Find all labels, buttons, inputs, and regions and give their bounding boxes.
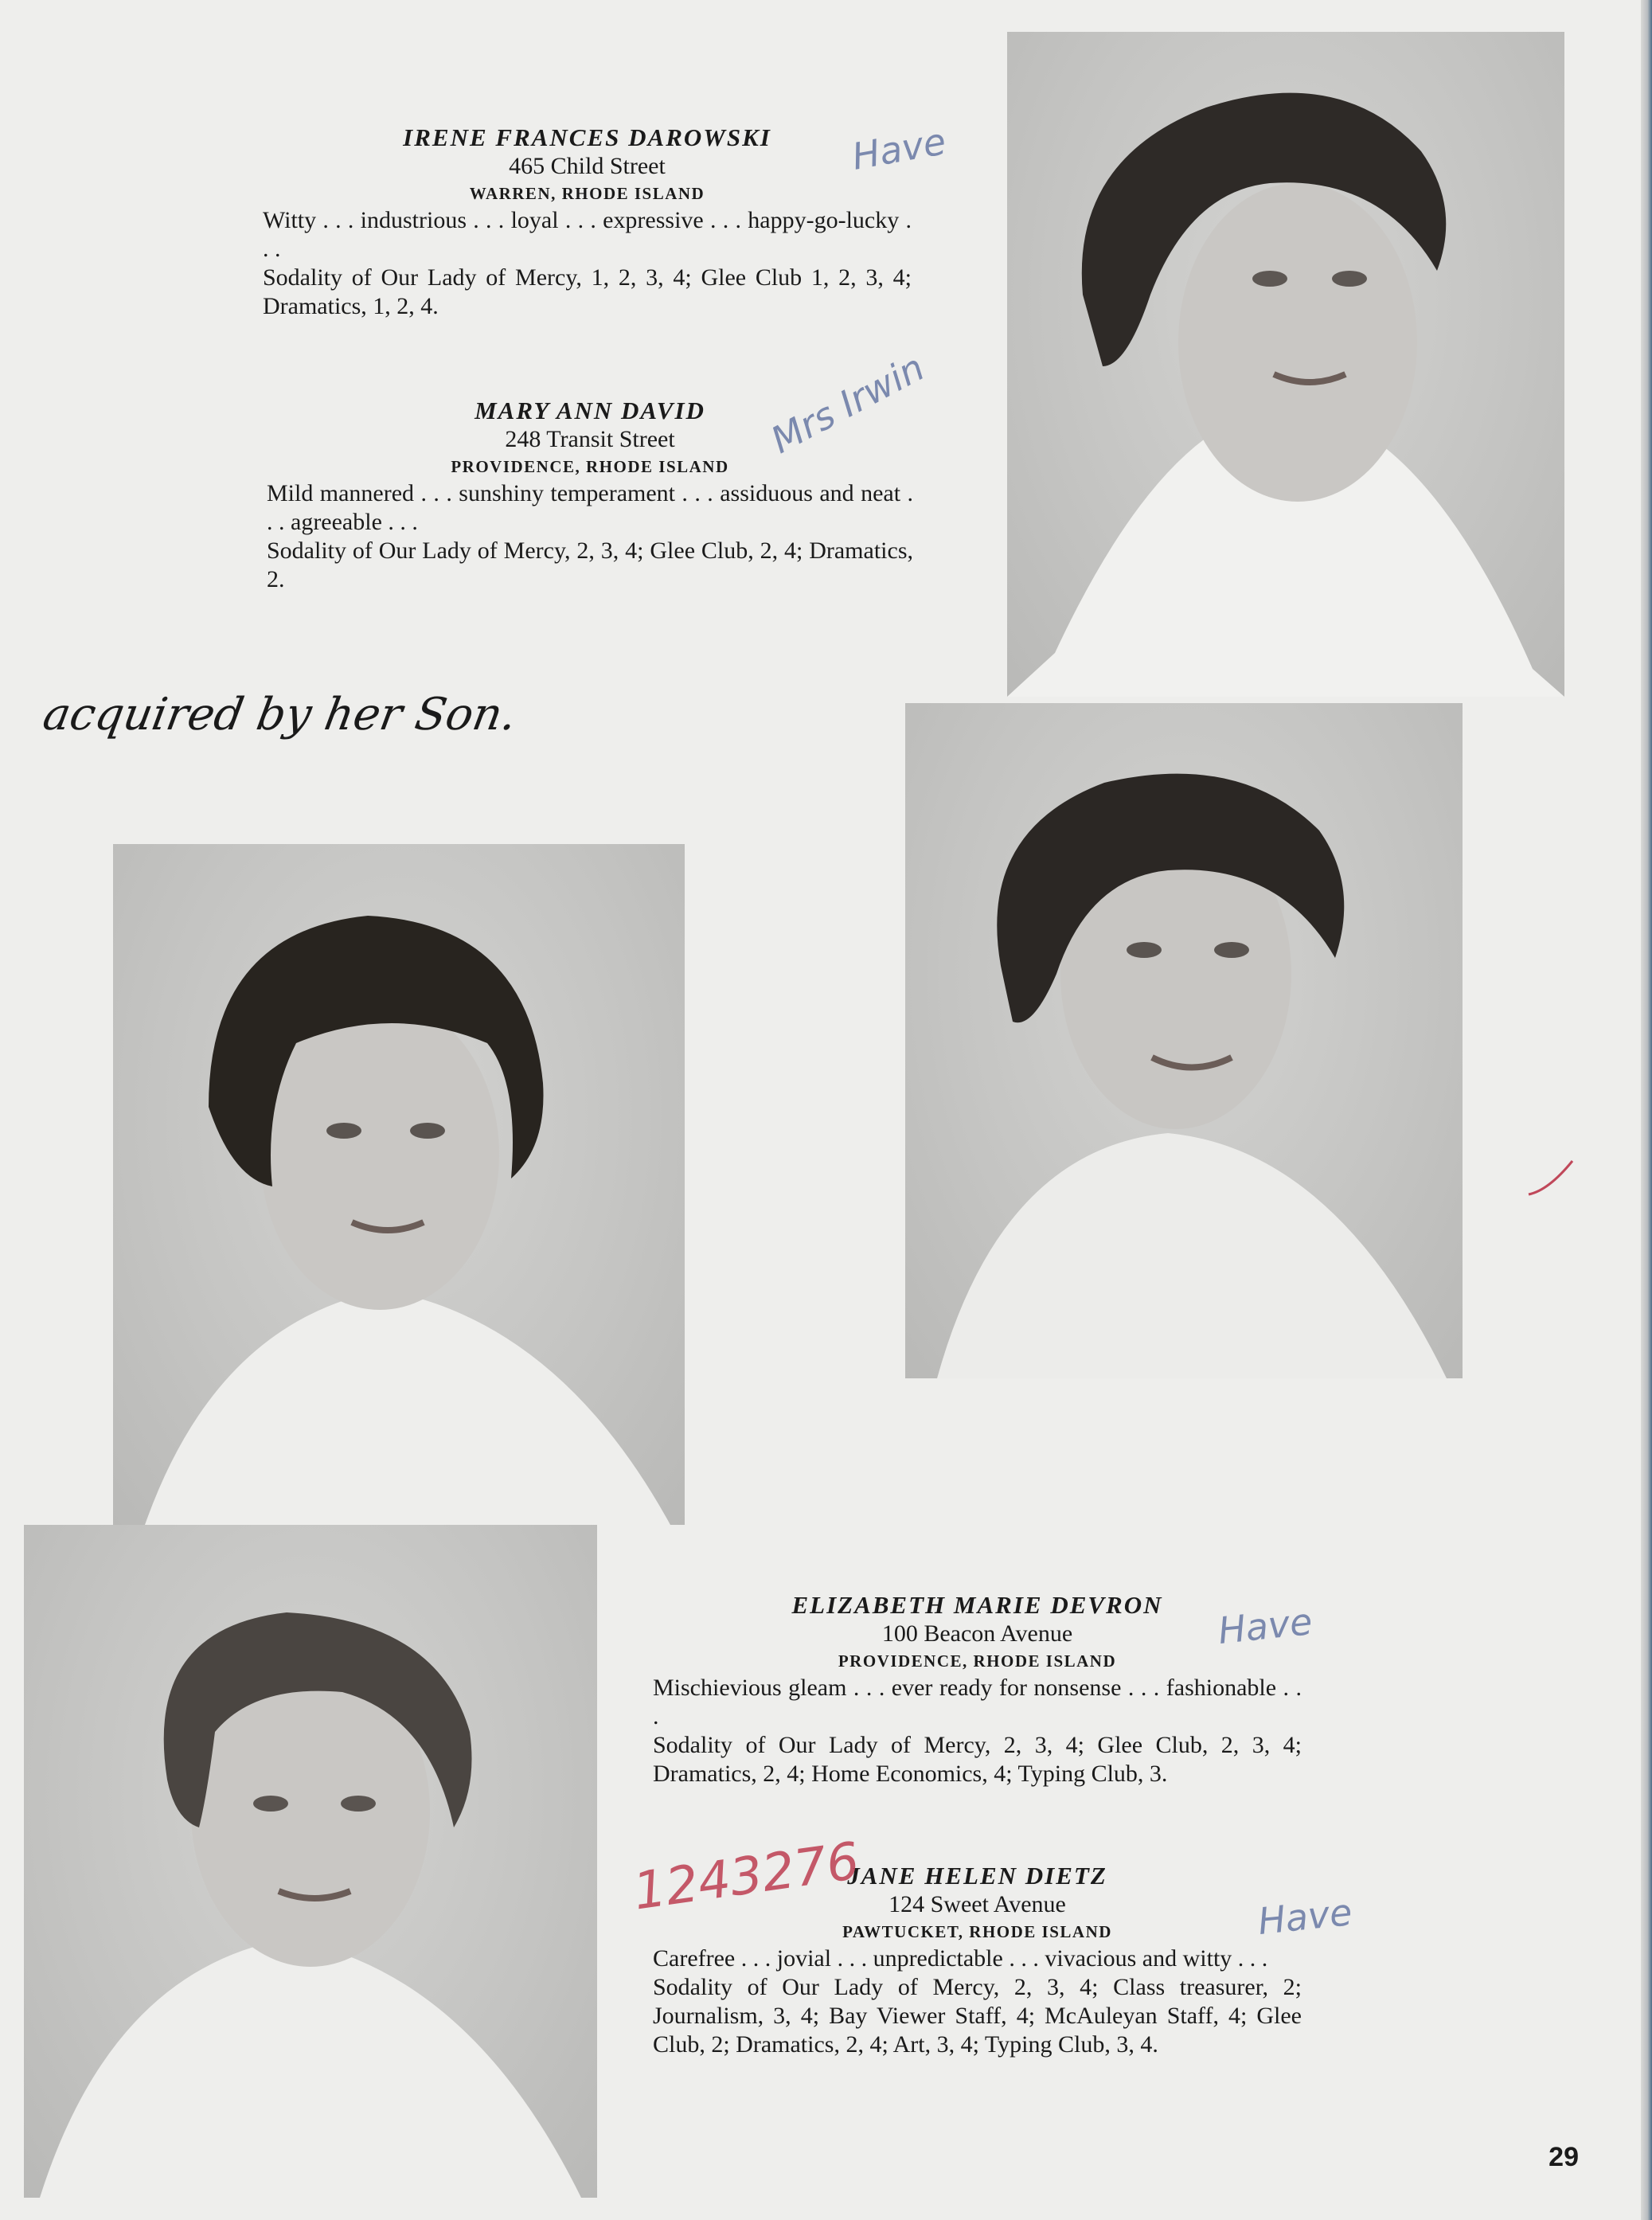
handwritten-note: Have (849, 119, 950, 178)
activities-text: Sodality of Our Lady of Mercy, 2, 3, 4; Glee Club, 2, 4; Dramatics, 2. (267, 537, 913, 592)
student-name: IRENE FRANCES DAROWSKI (403, 123, 771, 151)
portrait-photo-devron (905, 703, 1463, 1378)
traits-text: Witty . . . industrious . . . loyal . . . expressive . . . happy-go-lucky . . . (263, 207, 912, 262)
handwritten-margin-number: 1243276 (630, 1831, 863, 1922)
student-name: MARY ANN DAVID (475, 397, 705, 424)
handwritten-note: Have (1256, 1890, 1354, 1944)
handwritten-note: Mrs Irwin (764, 346, 931, 462)
student-name: JANE HELEN DIETZ (847, 1862, 1107, 1890)
page-edge (1641, 0, 1652, 2220)
activities-text: Sodality of Our Lady of Mercy, 1, 2, 3, 4; Glee Club 1, 2, 3, 4; Dramatics, 1, 2, 4. (263, 264, 912, 319)
entry-darowski (263, 123, 912, 321)
student-name: ELIZABETH MARIE DEVRON (791, 1591, 1163, 1619)
entry-devron (653, 1591, 1302, 1788)
portrait-photo-david (113, 844, 685, 1525)
handwritten-note: Have (1216, 1599, 1314, 1653)
check-mark-icon (1525, 1155, 1580, 1202)
portrait-photo-darowski (1007, 32, 1564, 697)
traits-text: Mild mannered . . . sunshiny temperament . . . assiduous and neat . . . agreeable . . . (267, 480, 913, 535)
portrait-photo-dietz (24, 1525, 597, 2198)
street-address: 465 Child Street (509, 153, 666, 179)
city-state: WARREN, RHODE ISLAND (469, 184, 705, 203)
city-state: PAWTUCKET, RHODE ISLAND (842, 1922, 1112, 1941)
activities-text: Sodality of Our Lady of Mercy, 2, 3, 4; Glee Club, 2, 3, 4; Dramatics, 2, 4; Home Economics, 4; Typing Club, 3. (653, 1732, 1302, 1787)
page-number: 29 (1549, 2142, 1579, 2172)
activities-text: Sodality of Our Lady of Mercy, 2, 3, 4; Class treasurer, 2; Journalism, 3, 4; Bay Viewer Staff, 4; McAuleyan Staff, 4; Glee Club, 2; Dramatics, 2, 4; Art, 3, 4; Typing Club, 3, 4. (653, 1974, 1302, 2058)
city-state: PROVIDENCE, RHODE ISLAND (838, 1651, 1117, 1671)
traits-text: Carefree . . . jovial . . . unpredictable . . . vivacious and witty . . . (653, 1945, 1268, 1972)
city-state: PROVIDENCE, RHODE ISLAND (451, 457, 729, 476)
traits-text: Mischievious gleam . . . ever ready for nonsense . . . fashionable . . . (653, 1675, 1302, 1729)
street-address: 124 Sweet Avenue (888, 1891, 1066, 1917)
street-address: 248 Transit Street (505, 426, 675, 452)
tagline: acquired by her Son. (39, 689, 521, 741)
street-address: 100 Beacon Avenue (881, 1620, 1073, 1647)
